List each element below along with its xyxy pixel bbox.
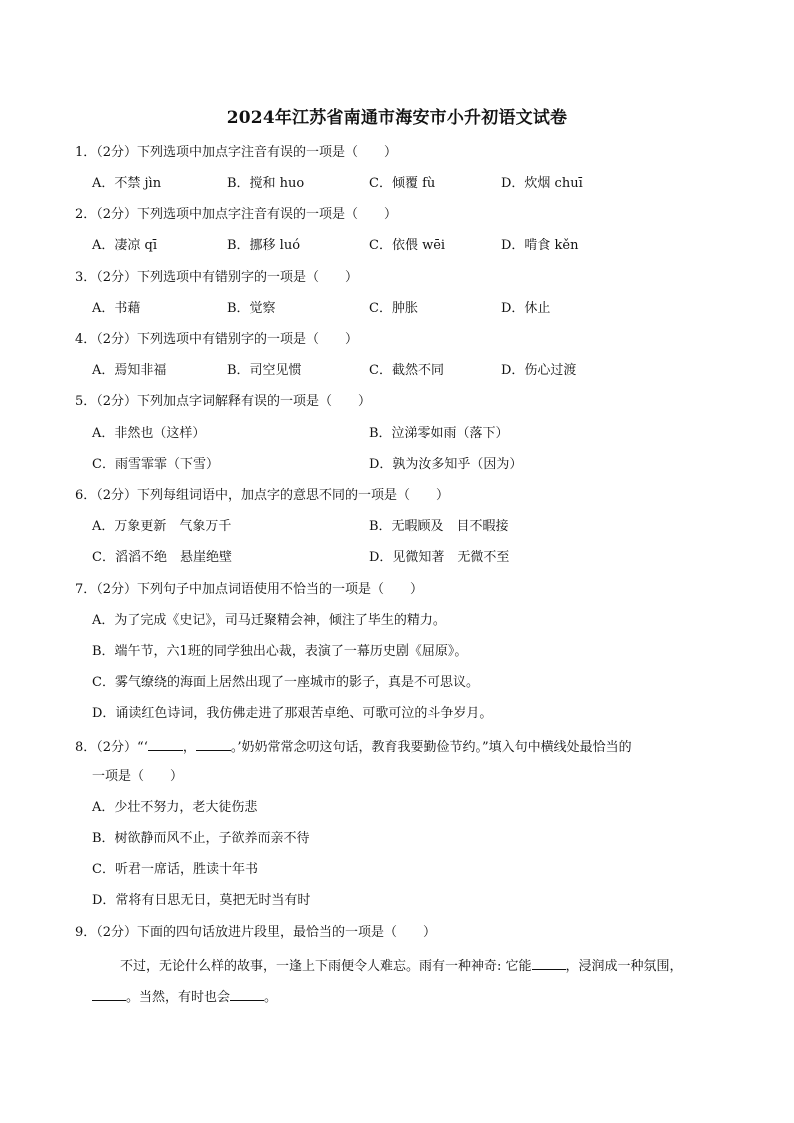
q9-passage-part-a: 不过，无论什么样的故事，一逢上下雨便令人难忘。雨有一种神奇: 它能 bbox=[120, 959, 532, 974]
q6-option-c[interactable]: C．滔滔不绝 悬崖绝壁 bbox=[92, 550, 232, 565]
q1-option-d[interactable]: D．炊烟 chuī bbox=[501, 176, 583, 191]
q4-option-a[interactable]: A．焉知非福 bbox=[92, 363, 167, 378]
q9-passage-part-b: ，浸润成一种氛围， bbox=[565, 959, 683, 974]
q5-option-b[interactable]: B．泣涕零如雨（落下） bbox=[369, 426, 509, 441]
q6-option-d[interactable]: D．见微知著 无微不至 bbox=[369, 550, 510, 565]
question-4-stem: 4．（2分）下列选项中有错别字的一项是（ ） bbox=[75, 332, 359, 347]
question-5-stem: 5．（2分）下列加点字词解释有误的一项是（ ） bbox=[75, 394, 372, 409]
q9-blank-3 bbox=[230, 988, 264, 1001]
q1-option-c[interactable]: C．倾覆 fù bbox=[369, 176, 436, 191]
q7-option-c[interactable]: C．雾气缭绕的海面上居然出现了一座城市的影子，真是不可思议。 bbox=[92, 675, 479, 690]
q5-option-a[interactable]: A．非然也（这样） bbox=[92, 426, 206, 441]
q8-stem-continued: 一项是（ ） bbox=[92, 769, 184, 784]
q6-option-a[interactable]: A．万象更新 气象万千 bbox=[92, 519, 232, 534]
q1-option-b[interactable]: B．搅和 huo bbox=[227, 176, 305, 191]
q8-stem-part-c: 。’奶奶常常念叨这句话，教育我要勤俭节约。”填入句中横线处最恰当的 bbox=[230, 740, 632, 755]
q3-option-c[interactable]: C．肿胀 bbox=[369, 301, 418, 316]
question-8-stem bbox=[75, 738, 632, 756]
page-title: 2024年江苏省南通市海安市小升初语文试卷 bbox=[226, 108, 568, 128]
q8-blank-1 bbox=[148, 738, 183, 751]
q1-option-a[interactable]: A．不禁 jìn bbox=[92, 176, 162, 191]
q3-option-b[interactable]: B．觉察 bbox=[227, 301, 276, 316]
q9-passage-part-d: 。 bbox=[264, 990, 278, 1005]
q8-blank-2 bbox=[196, 738, 231, 751]
q7-option-a[interactable]: A．为了完成《史记》，司马迁聚精会神，倾注了毕生的精力。 bbox=[92, 613, 446, 628]
q2-option-c[interactable]: C．依偎 wēi bbox=[369, 238, 446, 253]
q8-option-d[interactable]: D．常将有日思无日，莫把无时当有时 bbox=[92, 893, 311, 908]
question-2-stem: 2．（2分）下列选项中加点字注音有误的一项是（ ） bbox=[75, 207, 398, 222]
question-6-stem: 6．（2分）下列每组词语中，加点字的意思不同的一项是（ ） bbox=[75, 488, 450, 503]
q9-passage-part-c: 。当然，有时也会 bbox=[126, 990, 231, 1005]
question-9-stem: 9．（2分）下面的四句话放进片段里，最恰当的一项是（ ） bbox=[75, 925, 437, 940]
q7-option-d[interactable]: D．诵读红色诗词，我仿佛走进了那艰苦卓绝、可歌可泣的斗争岁月。 bbox=[92, 706, 493, 721]
q8-option-c[interactable]: C．听君一席话，胜读十年书 bbox=[92, 862, 258, 877]
question-3-stem: 3．（2分）下列选项中有错别字的一项是（ ） bbox=[75, 270, 359, 285]
q7-option-b[interactable]: B．端午节，六1班的同学独出心裁，表演了一幕历史剧《屈原》。 bbox=[92, 644, 468, 659]
q8-option-b[interactable]: B．树欲静而风不止，子欲养而亲不待 bbox=[92, 831, 310, 846]
q6-option-b[interactable]: B．无暇顾及 目不暇接 bbox=[369, 519, 509, 534]
q9-blank-2 bbox=[92, 988, 126, 1001]
q5-option-c[interactable]: C．雨雪霏霏（下雪） bbox=[92, 457, 219, 472]
q9-passage-line-2 bbox=[92, 988, 277, 1006]
question-7-stem: 7．（2分）下列句子中加点词语使用不恰当的一项是（ ） bbox=[75, 582, 424, 597]
q2-option-a[interactable]: A．凄凉 qī bbox=[92, 238, 158, 253]
q9-passage-line-1 bbox=[120, 957, 683, 975]
q4-option-d[interactable]: D．伤心过渡 bbox=[501, 363, 577, 378]
q2-option-d[interactable]: D．啃食 kěn bbox=[501, 238, 579, 253]
q9-blank-1 bbox=[532, 957, 566, 970]
q4-option-b[interactable]: B．司空见惯 bbox=[227, 363, 302, 378]
q5-option-d[interactable]: D．孰为汝多知乎（因为） bbox=[369, 457, 523, 472]
q8-stem-part-a: 8．（2分）“‘ bbox=[75, 740, 148, 755]
question-1-stem: 1．（2分）下列选项中加点字注音有误的一项是（ ） bbox=[75, 145, 398, 160]
q2-option-b[interactable]: B．挪移 luó bbox=[227, 238, 301, 253]
q8-stem-part-b: ， bbox=[182, 740, 196, 755]
q3-option-d[interactable]: D．休止 bbox=[501, 301, 551, 316]
q3-option-a[interactable]: A．书藉 bbox=[92, 301, 141, 316]
q8-option-a[interactable]: A．少壮不努力，老大徒伤悲 bbox=[92, 800, 258, 815]
q4-option-c[interactable]: C．截然不同 bbox=[369, 363, 444, 378]
